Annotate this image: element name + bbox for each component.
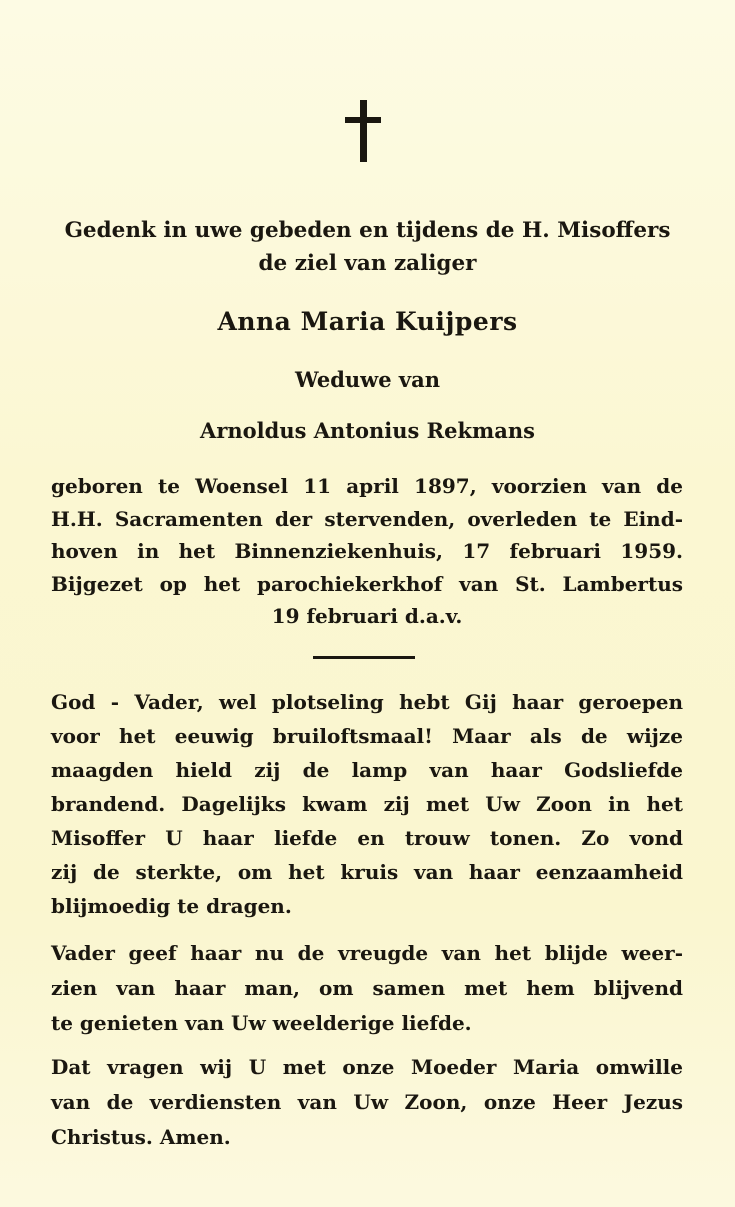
deceased-name: Anna Maria Kuijpers (217, 307, 518, 336)
biography-line: hoven in het Binnenziekenhuis, 17 februari 1959. (51, 539, 683, 563)
intro-line: Gedenk in uwe gebeden en tijdens de H. Misoffers (64, 218, 671, 243)
prayer-line: te genieten van Uw weelderige liefde. (51, 1011, 472, 1035)
prayer-line: van de verdiensten van Uw Zoon, onze Heer Jezus (51, 1090, 683, 1114)
prayer-paragraph-1 (51, 685, 683, 923)
divider-line (313, 656, 415, 659)
intro-text (0, 214, 735, 280)
intro-line: de ziel van zaliger (258, 251, 477, 276)
prayer-line: blijmoedig te dragen. (51, 894, 292, 918)
prayer-line: Vader geef haar nu de vreugde van het blijde weer- (51, 941, 683, 965)
relation-label: Weduwe van (294, 367, 440, 392)
prayer-paragraph-3 (51, 1050, 683, 1155)
biography-paragraph (51, 470, 683, 633)
prayer-line: zij de sterkte, om het kruis van haar eenzaamheid (51, 860, 683, 884)
prayer-line: Christus. Amen. (51, 1125, 231, 1149)
prayer-line: Misoffer U haar liefde en trouw tonen. Zo vond (51, 826, 683, 850)
biography-line: H.H. Sacramenten der stervenden, overleden te Eind- (51, 506, 683, 531)
prayer-line: brandend. Dagelijks kwam zij met Uw Zoon in het (51, 792, 683, 816)
prayer-paragraph-2 (51, 936, 683, 1041)
cross-icon (345, 100, 381, 162)
prayer-line: voor het eeuwig bruiloftsmaal! Maar als de wijze (51, 724, 683, 748)
prayer-line: Dat vragen wij U met onze Moeder Maria omwille (51, 1055, 683, 1079)
prayer-line: God - Vader, wel plotseling hebt Gij haar geroepen (51, 690, 683, 714)
prayer-line: maagden hield zij de lamp van haar Godsliefde (51, 758, 683, 782)
prayer-line: zien van haar man, om samen met hem blijvend (51, 976, 683, 1000)
biography-line: Bijgezet op het parochiekerkhof van St. Lambertus (51, 571, 683, 596)
biography-line: geboren te Woensel 11 april 1897, voorzien van de (51, 474, 683, 498)
spouse-name: Arnoldus Antonius Rekmans (200, 418, 535, 443)
biography-line: 19 februari d.a.v. (271, 604, 463, 628)
